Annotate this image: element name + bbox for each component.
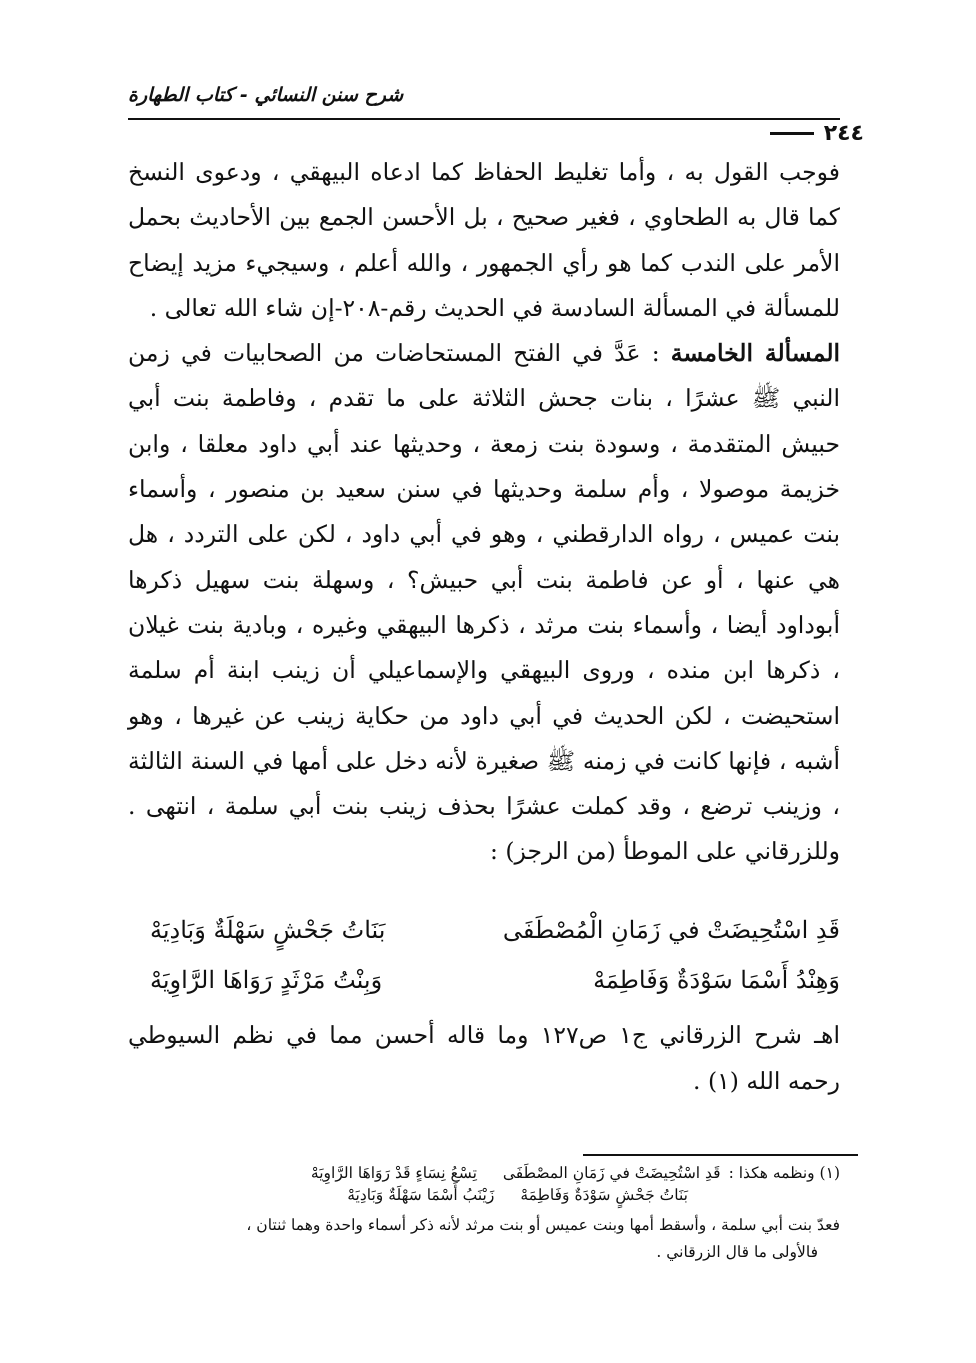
page-number-block — [770, 118, 864, 148]
footnote-verse-2-first: بَنَاتُ جَحْشٍ سَوْدَةٌ وَفَاطِمَهْ — [520, 1186, 688, 1204]
footnote-verse-1-first: قَدِ اسْتُحِيضَتْ في زَمَانِ المصْطَفَى — [502, 1164, 721, 1182]
poem-line-1 — [150, 905, 840, 955]
paragraph-2-text: : عَدَّ في الفتح المستحاضات من الصحابيات في زمن النبي ﷺ عشرًا ، بنات جحش الثلاثة على ما تقدم ، وفاطمة بنت أبي حبيش المتقدمة ، وسودة بنت زمعة ، وحديثها عند أبي داود معلقا ، وابن خزيمة موصولا ، وأم سلمة وحديثها في سنن سعيد بن منصور ، وأسماء بنت عميس ، رواه الدارقطني ، وهو في أبي داود ، لكن على التردد ، هل هي عنها ، أو عن فاطمة بنت أبي حبيش؟ ، وسهلة بنت سهيل ذكرها أبوداود أيضا ، وأسماء بنت مرثد ، ذكرها البيهقي وغيره ، وبادية بنت غيلان ، ذكرها ابن منده ، وروى البيهقي والإسماعيلي أن زينب ابنة أم سلمة استحيضت ، لكن الحديث في أبي داود من حكاية زينب عن غيرها ، وهو أشبه ، فإنها كانت في زمنه ﷺ صغيرة لأنه دخل على أمها في السنة الثالثة ، وزينب ترضع ، وقد كملت عشرًا بحذف زينب بنت أبي سلمة ، انتهى . وللزرقاني على الموطأ (من الرجز) : — [128, 339, 840, 866]
footnote-verse-2-second: زَيْنَبُ أَسْمَا سَهْلَةٌ وَبَادِيَهْ — [347, 1186, 495, 1204]
footnote-text-line-1: فعدّ بنت أبي سلمة ، وأسقط أمها وبنت عميس أو بنت مرثد لأنه ذكر أسماء واحدة وهما ثنتان ، — [246, 1216, 840, 1234]
poem-line-1-second-hemistich: بَنَاتُ جَحْشٍ سَهْلَةٌ وَبَادِيَهْ — [150, 916, 386, 944]
footnote-text — [128, 1212, 840, 1266]
page-number: ٢٤٤ — [823, 120, 864, 146]
paragraph-2 — [128, 331, 840, 875]
paragraph-1: فوجب القول به ، وأما تغليط الحفاظ كما ادعاه البيهقي ، ودعوى النسخ كما قال به الطحاوي ، فغير صحيح ، بل الأحسن الجمع بين الأحاديث بحمل الأمر على الندب كما هو رأي الجمهور ، والله أعلم ، وسيجيء مزيد إيضاح للمسألة في المسألة السادسة في الحديث رقم-٢٠٨-إن شاء الله تعالى . — [128, 158, 840, 322]
section-heading: المسألة الخامسة — [670, 339, 841, 368]
footnote-intro: (١) ونظمه هكذا : — [728, 1164, 840, 1182]
closing-text: اهـ شرح الزرقاني ج١ ص١٢٧ وما قاله أحسن مما في نظم السيوطي رحمه الله (١) . — [128, 1021, 840, 1095]
poem-line-2 — [150, 955, 840, 1005]
page-number-rule — [770, 132, 814, 135]
footnote-verse-2 — [180, 1184, 840, 1206]
footnote-verse-1 — [180, 1162, 840, 1184]
main-text — [128, 150, 840, 875]
running-title: شرح سنن النسائي - كتاب الطهارة — [128, 84, 404, 106]
footnote-separator — [583, 1154, 858, 1156]
poem-line-2-second-hemistich: وَبِنْتُ مَرْثَدٍ رَوَاهَا الرَّاوِيَهْ — [150, 966, 383, 994]
closing-paragraph — [128, 1012, 840, 1104]
poem-line-1-first-hemistich: قَدِ اسْتُحِيضَتْ في زَمَانِ الْمُصْطَفَى — [502, 916, 840, 944]
footnote-verse-1-second: تِسْعُ نِسَاءٍ قَدْ رَوَاهَا الرَّاوِيَهْ — [310, 1164, 477, 1182]
running-header — [128, 82, 840, 120]
poem-line-2-first-hemistich: وَهِنْدُ أَسْمَا سَوْدَةٌ وَفَاطِمَهْ — [593, 966, 840, 994]
footnote-text-line-2: فالأولى ما قال الزرقاني . — [656, 1243, 818, 1261]
